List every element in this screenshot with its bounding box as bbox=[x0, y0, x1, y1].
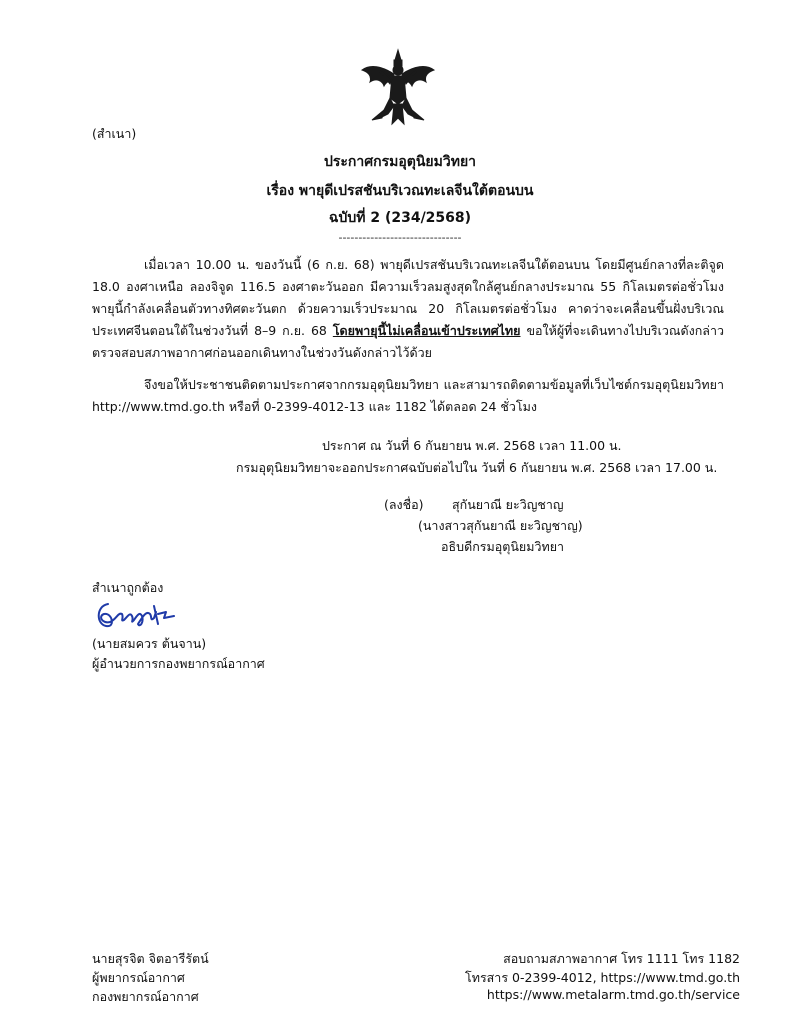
footer-left-line-3: กองพยากรณ์อากาศ bbox=[92, 989, 199, 1004]
next-announcement: กรมอุตุนิยมวิทยาจะออกประกาศฉบับต่อไปใน วันที่ 6 กันยายน พ.ศ. 2568 เวลา 17.00 น. bbox=[236, 460, 718, 475]
announce-datetime: ประกาศ ณ วันที่ 6 กันยายน พ.ศ. 2568 เวลา 11.00 น. bbox=[322, 438, 622, 453]
announcement-title: ประกาศกรมอุตุนิยมวิทยา bbox=[323, 154, 477, 170]
certifier-name: (นายสมควร ต้นจาน) bbox=[92, 636, 207, 651]
footer-left-line-1: นายสุรจิต จิตอารีรัตน์ bbox=[92, 951, 209, 966]
footer-right-line-3: https://www.metalarm.tmd.go.th/service bbox=[486, 987, 740, 1002]
certified-label: สำเนาถูกต้อง bbox=[92, 580, 164, 595]
announcement-issue: ฉบับที่ 2 (234/2568) bbox=[328, 210, 472, 226]
paragraph-storm-text: เมื่อเวลา 10.00 น. ของวันนี้ (6 ก.ย. 68) พายุดีเปรสชันบริเวณทะเลจีนใต้ตอนบน โดยมีศูนย์กลางที่ละติจูด 18.0 องศาเหนือ ลองจิจูด 116.5 องศาตะวันออก มีความเร็วลมสูงสุดใกล้ศูนย์กลางประมาณ 55 กิโลเมตรต่อชั่วโมง พายุนี้กำลังเคลื่อนตัวทางทิศตะวันตก ด้วยความเร็วประมาณ 20 กิโลเมตรต่อชั่วโมง คาดว่าจะเคลื่อนขึ้นฝั่งบริเวณประเทศจีนตอนใต้ในช่วงวันที่ 8–9 ก.ย. 68 bbox=[92, 257, 724, 338]
signed-label: (ลงชื่อ) bbox=[384, 497, 424, 512]
footer-right-line-1: สอบถามสภาพอากาศ โทร 1111 โทร 1182 bbox=[503, 951, 740, 966]
signatory-position: อธิบดีกรมอุตุนิยมวิทยา bbox=[441, 539, 565, 554]
announcement-subject: เรื่อง พายุดีเปรสชันบริเวณทะเลจีนใต้ตอนบน bbox=[266, 183, 534, 199]
signatory-full-name: (นางสาวสุกันยาณี ยะวิญชาญ) bbox=[418, 518, 583, 533]
paragraph-storm-details bbox=[92, 254, 724, 364]
footer-right-line-2: โทรสาร 0-2399-4012, https://www.tmd.go.th bbox=[465, 970, 740, 985]
divider-line: ------------------------------- bbox=[338, 231, 462, 244]
copy-mark: (สำเนา) bbox=[92, 126, 137, 141]
handwritten-signature bbox=[94, 598, 184, 630]
emphasis-not-entering-thailand: โดยพายุนี้ไม่เคลื่อนเข้าประเทศไทย bbox=[332, 323, 521, 338]
footer-left-line-2: ผู้พยากรณ์อากาศ bbox=[92, 970, 185, 985]
garuda-emblem-icon bbox=[358, 48, 438, 128]
paragraph-follow-text: จึงขอให้ประชาชนติดตามประกาศจากกรมอุตุนิยมวิทยา และสามารถติดตามข้อมูลที่เว็บไซต์กรมอุตุนิยมวิทยา http://www.tmd.go.th หรือที่ 0-2399-4012-13 และ 1182 ได้ตลอด 24 ชั่วโมง bbox=[92, 377, 724, 414]
paragraph-follow-updates bbox=[92, 374, 724, 418]
certifier-position: ผู้อำนวยการกองพยากรณ์อากาศ bbox=[92, 656, 265, 671]
paragraph-storm-advice: ขอให้ผู้ที่จะเดินทางไปบริเวณดังกล่าวตรวจสอบสภาพอากาศก่อนออกเดินทางในช่วงวันดังกล่าวไว้ด้วย bbox=[92, 323, 724, 360]
signed-name: สุกันยาณี ยะวิญชาญ bbox=[452, 497, 564, 512]
